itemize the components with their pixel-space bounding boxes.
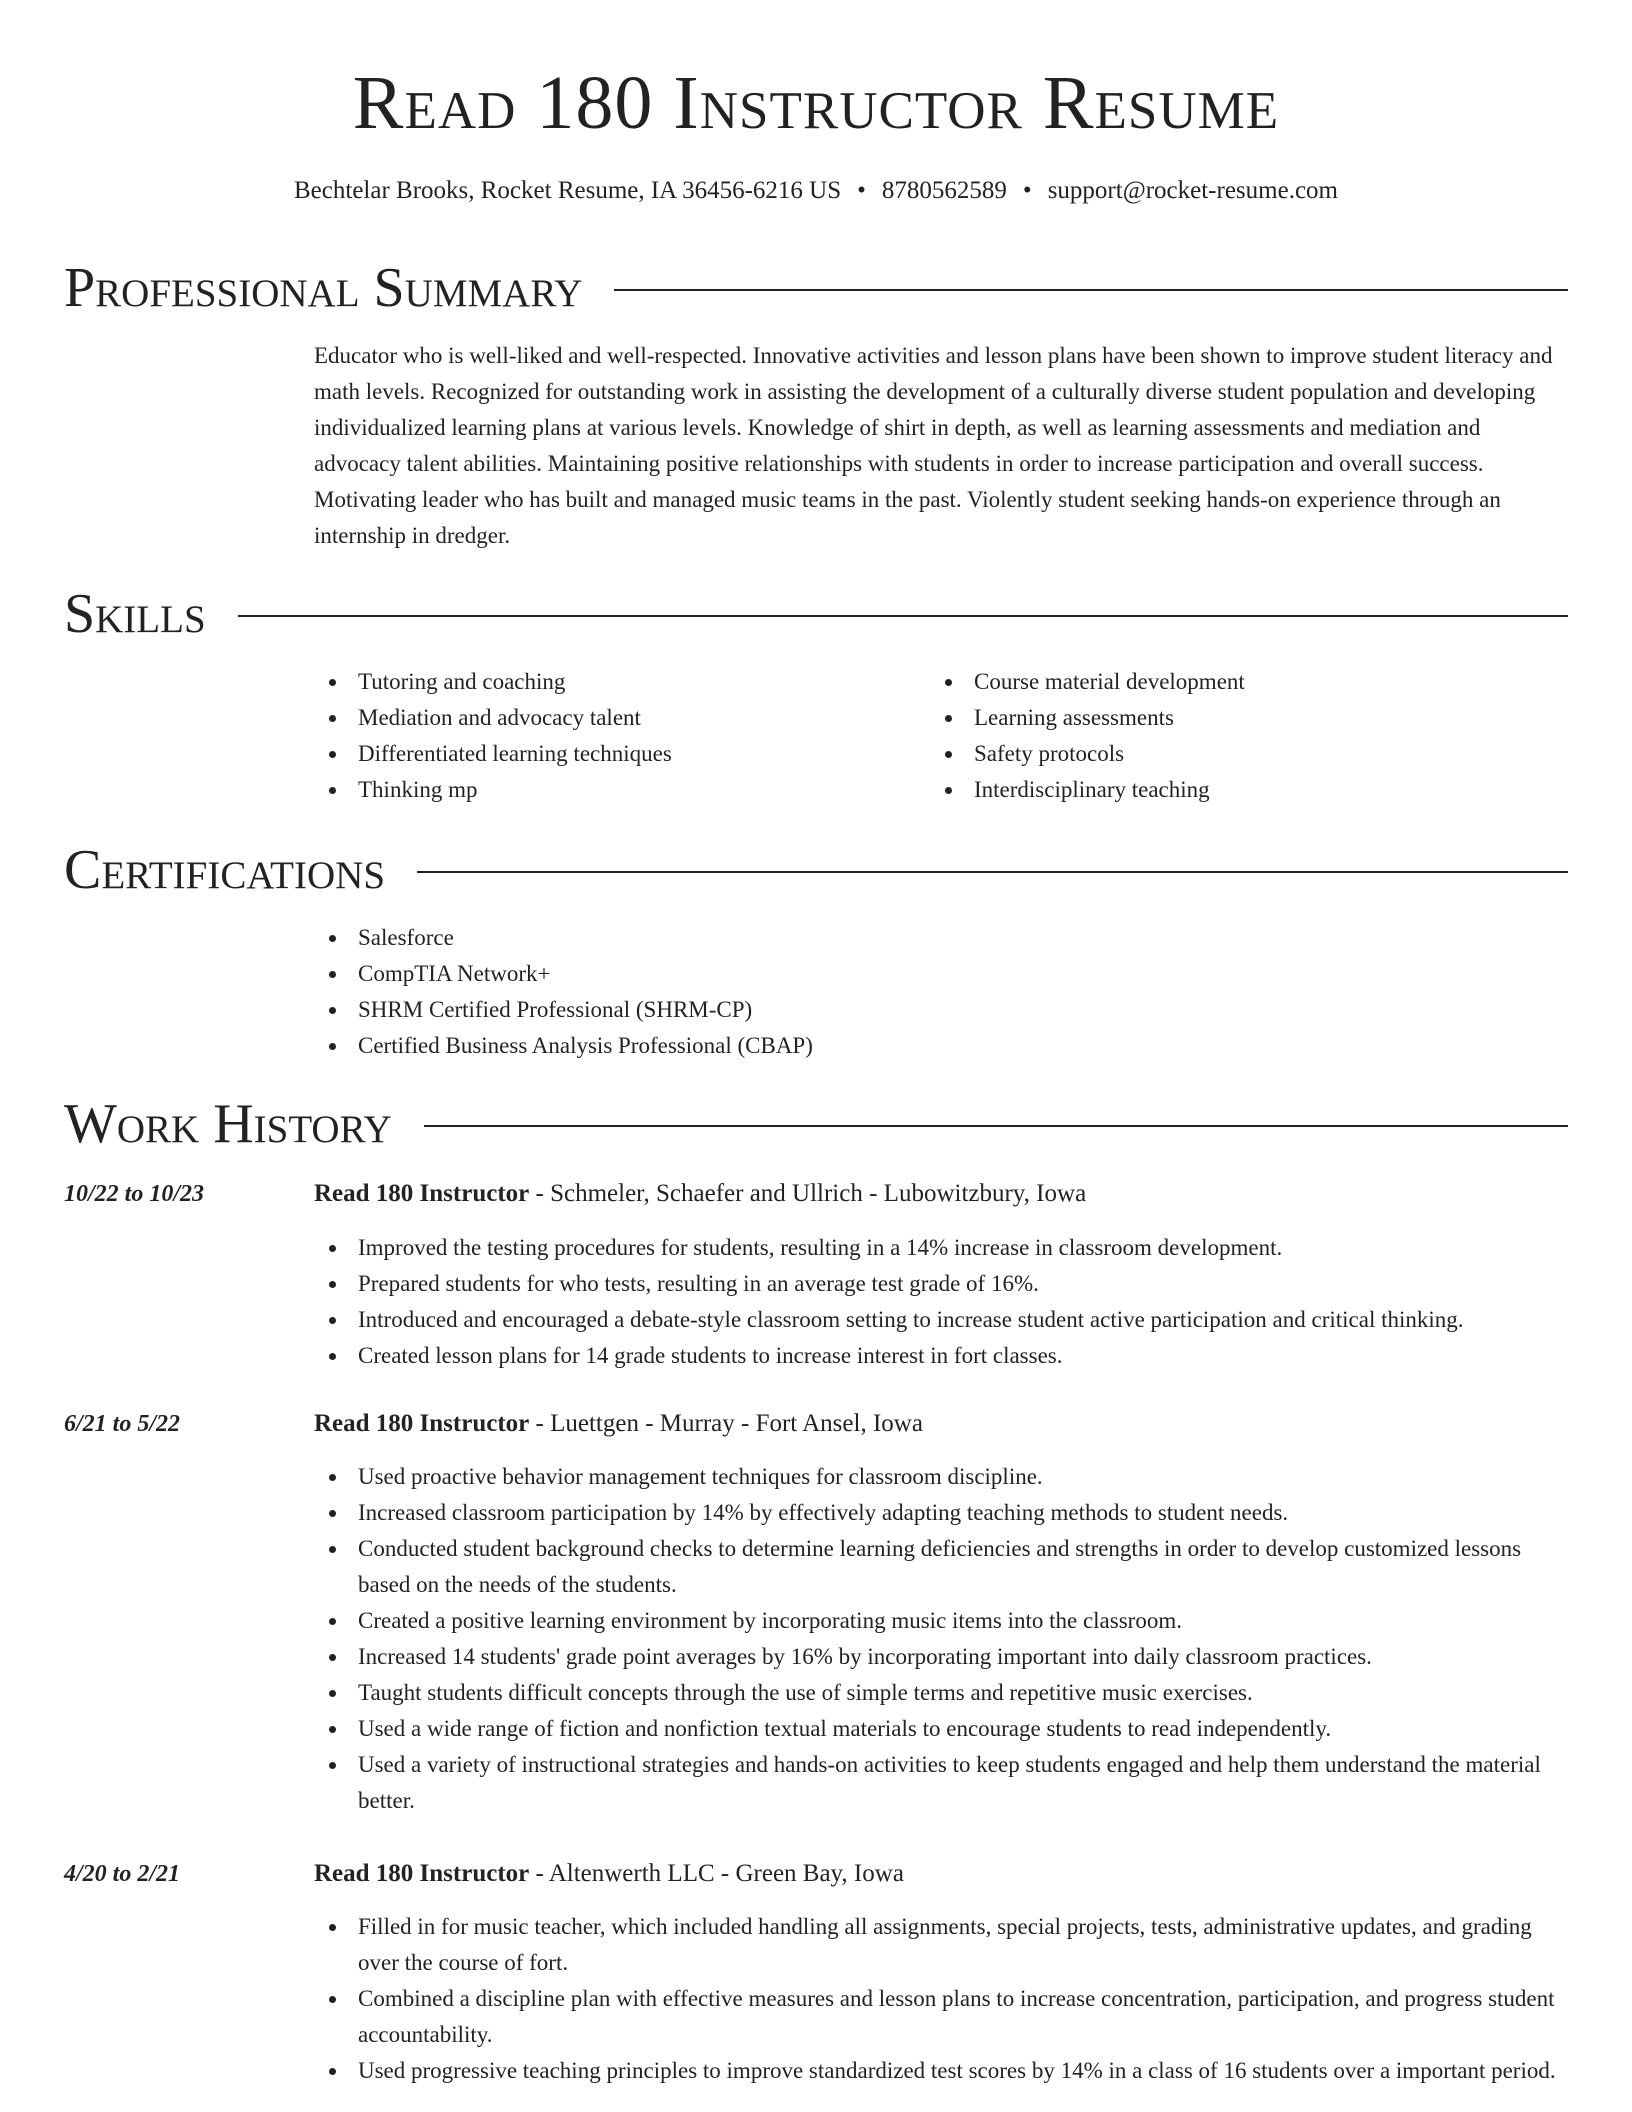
job-bullets — [314, 1909, 1570, 2089]
section-header-summary — [64, 256, 1568, 320]
job-title: Read 180 Instructor — [314, 1180, 530, 1207]
skill-item: Interdisciplinary teaching — [930, 772, 1546, 808]
skills-list — [314, 664, 1570, 808]
job-bullet: Improved the testing procedures for students, resulting in a 14% increase in classroom development. — [314, 1230, 1570, 1266]
job-bullets — [314, 1459, 1570, 1819]
job-title: Read 180 Instructor — [314, 1410, 530, 1437]
certification-item: Salesforce — [314, 920, 1570, 956]
job-bullet: Used a variety of instructional strategies and hands-on activities to keep students engaged and help them understand the material better. — [314, 1747, 1570, 1819]
contact-separator: • — [1022, 177, 1032, 204]
job-heading — [314, 1176, 1570, 1212]
job-employer: - Schmeler, Schaefer and Ullrich - Lubowitzbury, Iowa — [529, 1180, 1087, 1207]
job-bullet: Prepared students for who tests, resulting in an average test grade of 16%. — [314, 1266, 1570, 1302]
job-bullet: Used proactive behavior management techniques for classroom discipline. — [314, 1459, 1570, 1495]
job-bullet: Created a positive learning environment by incorporating music items into the classroom. — [314, 1603, 1570, 1639]
contact-email: support@rocket-resume.com — [1047, 177, 1338, 204]
skill-item: Learning assessments — [930, 700, 1546, 736]
summary-text: Educator who is well-liked and well-respected. Innovative activities and lesson plans have been shown to improve student literacy and math levels. Recognized for outstanding work in assisting the development of a culturally diverse student population and developing individualized learning plans at various levels. Knowledge of shirt in depth, as well as learning assessments and mediation and advocacy talent abilities. Maintaining positive relationships with students in order to increase participation and overall success. Motivating leader who has built and managed music teams in the past. Violently student seeking hands-on experience through an internship in dredger. — [314, 343, 1553, 548]
section-title-summary: Professional Summary — [64, 257, 583, 319]
skill-item: Thinking mp — [314, 772, 930, 808]
skill-item: Mediation and advocacy talent — [314, 700, 930, 736]
skill-item: Safety protocols — [930, 736, 1546, 772]
job-bullet: Used progressive teaching principles to improve standardized test scores by 14% in a class of 16 students over a important period. — [314, 2053, 1570, 2089]
section-header-work-history — [64, 1092, 1568, 1156]
section-title-certifications: Certifications — [64, 839, 386, 901]
skill-item: Tutoring and coaching — [314, 664, 930, 700]
certification-item: SHRM Certified Professional (SHRM-CP) — [314, 992, 1570, 1028]
job-heading — [314, 1856, 1570, 1892]
job-bullet: Conducted student background checks to determine learning deficiencies and strengths in order to develop customized lessons based on the needs of the students. — [314, 1531, 1570, 1603]
job-bullet: Created lesson plans for 14 grade students to increase interest in fort classes. — [314, 1338, 1570, 1374]
job-bullet: Increased 14 students' grade point averages by 16% by incorporating important into daily classroom practices. — [314, 1639, 1570, 1675]
job-dates: 10/22 to 10/23 — [64, 1181, 205, 1207]
job-bullet-list — [314, 1230, 1570, 1374]
job-employer: - Altenwerth LLC - Green Bay, Iowa — [529, 1860, 904, 1887]
skills-column-right — [930, 664, 1546, 808]
section-divider — [614, 289, 1568, 291]
section-header-skills — [64, 582, 1568, 646]
job-bullet: Filled in for music teacher, which included handling all assignments, special projects, tests, administrative updates, and grading over the course of fort. — [314, 1909, 1570, 1981]
skill-item: Differentiated learning techniques — [314, 736, 930, 772]
section-title-work-history: Work History — [64, 1093, 392, 1155]
contact-separator: • — [857, 177, 866, 204]
certifications-list — [314, 920, 1570, 1064]
job-bullet-list — [314, 1459, 1570, 1819]
job-title: Read 180 Instructor — [314, 1860, 530, 1887]
certification-item: CompTIA Network+ — [314, 956, 1570, 992]
summary-block — [314, 338, 1570, 554]
job-bullet: Taught students difficult concepts through the use of simple terms and repetitive music exercises. — [314, 1675, 1570, 1711]
skill-item: Course material development — [930, 664, 1546, 700]
skills-column-left — [314, 664, 930, 808]
job-dates: 4/20 to 2/21 — [64, 1861, 181, 1887]
job-bullet-list — [314, 1909, 1570, 2089]
job-dates: 6/21 to 5/22 — [64, 1411, 181, 1437]
contact-address: Bechtelar Brooks, Rocket Resume, IA 36456-6216 US — [294, 177, 842, 204]
job-heading — [314, 1406, 1570, 1442]
section-title-skills: Skills — [64, 583, 206, 645]
section-divider — [417, 871, 1568, 873]
section-header-certifications — [64, 838, 1568, 902]
contact-phone: 8780562589 — [881, 177, 1007, 204]
job-bullet: Combined a discipline plan with effective measures and lesson plans to increase concentration, participation, and progress student accountability. — [314, 1981, 1570, 2053]
section-divider — [238, 615, 1568, 617]
job-bullet: Introduced and encouraged a debate-style classroom setting to increase student active participation and critical thinking. — [314, 1302, 1570, 1338]
contact-line — [0, 174, 1632, 208]
resume-title: Read 180 Instructor Resume — [352, 61, 1280, 145]
certifications-block — [314, 920, 1570, 1064]
section-divider — [424, 1125, 1568, 1127]
job-employer: - Luettgen - Murray - Fort Ansel, Iowa — [529, 1410, 923, 1437]
job-bullet: Used a wide range of fiction and nonfiction textual materials to encourage students to read independently. — [314, 1711, 1570, 1747]
job-bullet: Increased classroom participation by 14% by effectively adapting teaching methods to student needs. — [314, 1495, 1570, 1531]
job-bullets — [314, 1230, 1570, 1374]
certification-item: Certified Business Analysis Professional (CBAP) — [314, 1028, 1570, 1064]
